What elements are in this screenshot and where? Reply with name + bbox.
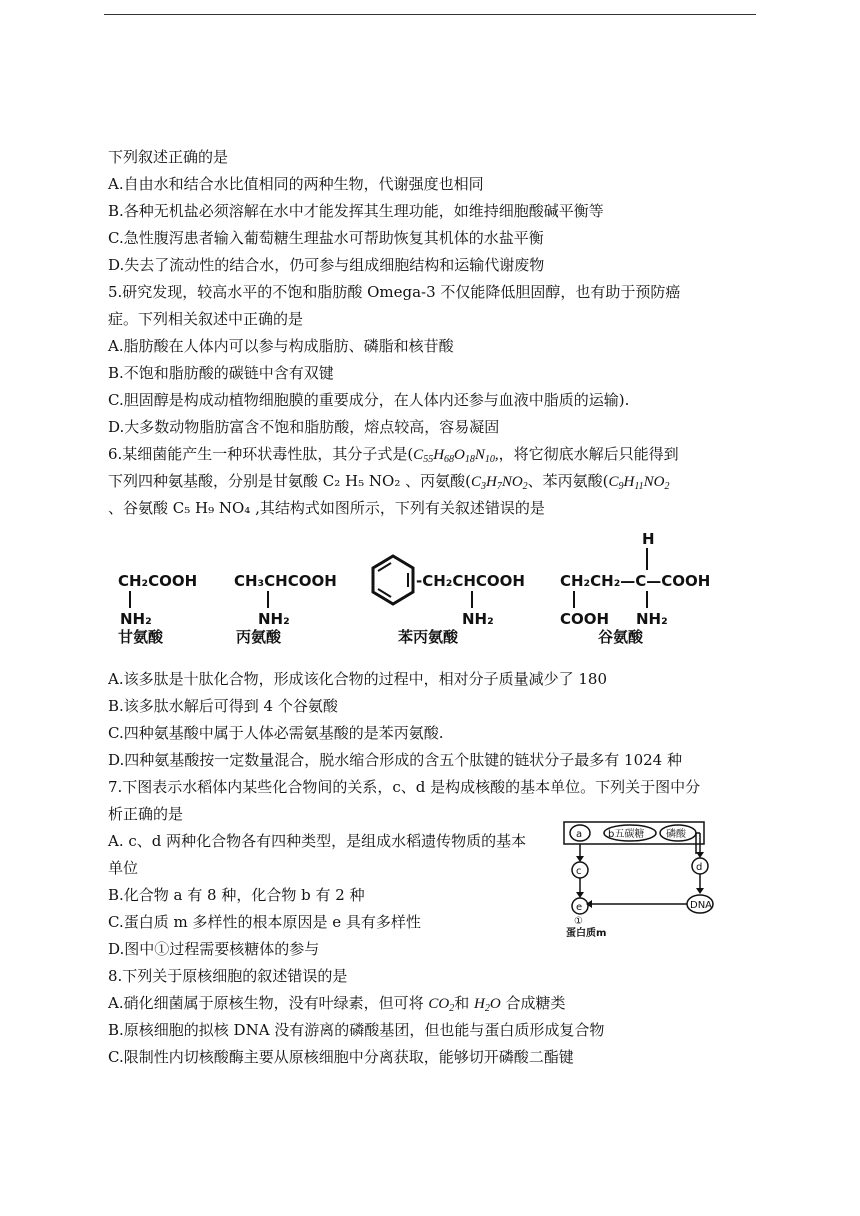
glu-nh2: NH₂ — [636, 610, 668, 628]
question-6 — [108, 441, 758, 468]
label-d: d — [696, 862, 703, 873]
gly-formula: CH₂COOH — [118, 572, 198, 590]
glu-name: 谷氨酸 — [598, 628, 644, 646]
q6-text-b: ，将它彻底水解后只能得到 — [498, 445, 679, 463]
option-b: B.该多肽水解后可得到 4 个谷氨酸 — [108, 697, 338, 715]
glu-cooh: COOH — [560, 610, 610, 628]
glu-formula: CH₂CH₂—C—COOH — [560, 572, 711, 590]
ala-formula: CH₃CHCOOH — [234, 572, 337, 590]
text-line: 下列叙述正确的是 — [108, 148, 229, 166]
option-d: D.失去了流动性的结合水，仍可参与组成细胞结构和运输代谢废物 — [108, 256, 545, 274]
q6-text-d: 、苯丙氨酸( — [527, 472, 609, 490]
question-7: 7.下图表示水稻体内某些化合物间的关系，c、d 是构成核酸的基本单位。下列关于图中分 — [108, 778, 701, 796]
phe-name: 苯丙氨酸 — [398, 628, 459, 646]
arrowhead — [576, 856, 584, 862]
question-7-cont: 析正确的是 — [108, 805, 184, 823]
q6-text-a: 6.某细菌能产生一种环状毒性肽，其分子式是( — [108, 445, 414, 463]
question-6-cont2: 、谷氨酸 C₅ H₉ NO₄ ,其结构式如图所示，下列有关叙述错误的是 — [108, 499, 545, 517]
arrowhead — [696, 888, 704, 894]
option-c: C.胆固醇是构成动植物细胞膜的重要成分，在人体内还参与血液中脂质的运输). — [108, 391, 630, 409]
h2o-formula: $H_2O$ — [474, 996, 501, 1014]
option-a-cont: 单位 — [108, 859, 139, 877]
option-a — [108, 990, 758, 1017]
option-a: A.自由水和结合水比值相同的两种生物，代谢强度也相同 — [108, 175, 484, 193]
label-protein: 蛋白质m — [566, 928, 607, 938]
option-c: C.蛋白质 m 多样性的根本原因是 e 具有多样性 — [108, 913, 421, 931]
amino-acid-structures — [108, 526, 738, 646]
phenylalanine-formula: $C_9H_{11}NO_2$ — [608, 474, 670, 492]
label-c: c — [576, 866, 582, 877]
option-a: A.该多肽是十肽化合物，形成该化合物的过程中，相对分子质量减少了 180 — [108, 670, 608, 688]
structures-figure — [108, 526, 738, 646]
option-b: B.各种无机盐必须溶解在水中才能发挥其生理功能，如维持细胞酸碱平衡等 — [108, 202, 604, 220]
option-a: A.脂肪酸在人体内可以参与构成脂肪、磷脂和核苷酸 — [108, 337, 454, 355]
q8a-text-2: 和 — [454, 994, 470, 1012]
label-dna: DNA — [690, 900, 713, 911]
diagram-figure — [560, 818, 760, 938]
q8a-text-1: A.硝化细菌属于原核生物，没有叶绿素，但可将 — [108, 994, 424, 1012]
label-circle1: ① — [574, 916, 583, 927]
phe-formula: -CH₂CHCOOH — [416, 572, 525, 590]
option-c: C.四种氨基酸中属于人体必需氨基酸的是苯丙氨酸. — [108, 724, 444, 742]
option-d: D.图中①过程需要核糖体的参与 — [108, 940, 320, 958]
option-b: B.不饱和脂肪酸的碳链中含有双键 — [108, 364, 334, 382]
gly-name: 甘氨酸 — [118, 628, 164, 646]
phe-nh2: NH₂ — [462, 610, 494, 628]
ala-nh2: NH₂ — [258, 610, 290, 628]
option-b: B.原核细胞的拟核 DNA 没有游离的磷酸基团，但也能与蛋白质形成复合物 — [108, 1021, 605, 1039]
question-6-cont — [108, 468, 758, 495]
option-c: C.急性腹泻患者输入葡萄糖生理盐水可帮助恢复其机体的水盐平衡 — [108, 229, 544, 247]
q8a-text-3: 合成糖类 — [505, 994, 566, 1012]
gly-nh2: NH₂ — [120, 610, 152, 628]
co2-formula: $CO_2$ — [428, 996, 455, 1014]
compound-relationship-diagram — [560, 818, 760, 938]
label-e: e — [576, 902, 583, 913]
ala-name: 丙氨酸 — [236, 628, 282, 646]
arrowhead — [696, 852, 704, 858]
option-a: A. c、d 两种化合物各有四种类型，是组成水稻遗传物质的基本 — [108, 832, 527, 850]
option-b: B.化合物 a 有 8 种，化合物 b 有 2 种 — [108, 886, 365, 904]
option-c: C.限制性内切核酸酶主要从原核细胞中分离获取，能够切开磷酸二酯键 — [108, 1048, 574, 1066]
label-a: a — [576, 829, 583, 840]
header-rule — [104, 14, 756, 15]
alanine-formula: $C_3H_7NO_2$ — [470, 474, 528, 492]
label-b: b五碳糖 — [608, 829, 645, 840]
arrowhead — [576, 892, 584, 898]
question-5-cont: 症。下列相关叙述中正确的是 — [108, 310, 304, 328]
question-5: 5.研究发现，较高水平的不饱和脂肪酸 Omega-3 不仅能降低胆固醇，也有助于预防癌 — [108, 283, 681, 301]
option-d: D.大多数动物脂肪富含不饱和脂肪酸，熔点较高，容易凝固 — [108, 418, 500, 436]
toxin-formula: $C_{55}H_{68}O_{18}N_{10}$, — [413, 447, 499, 465]
label-phosphate: 磷酸 — [666, 829, 686, 840]
option-d: D.四种氨基酸按一定数量混合，脱水缩合形成的含五个肽键的链状分子最多有 1024 种 — [108, 751, 682, 769]
q6-text-c: 下列四种氨基酸，分别是甘氨酸 C₂ H₅ NO₂ 、丙氨酸( — [108, 472, 471, 490]
document-body — [108, 144, 758, 522]
question-8: 8.下列关于原核细胞的叙述错误的是 — [108, 967, 348, 985]
glu-h: H — [642, 530, 655, 548]
